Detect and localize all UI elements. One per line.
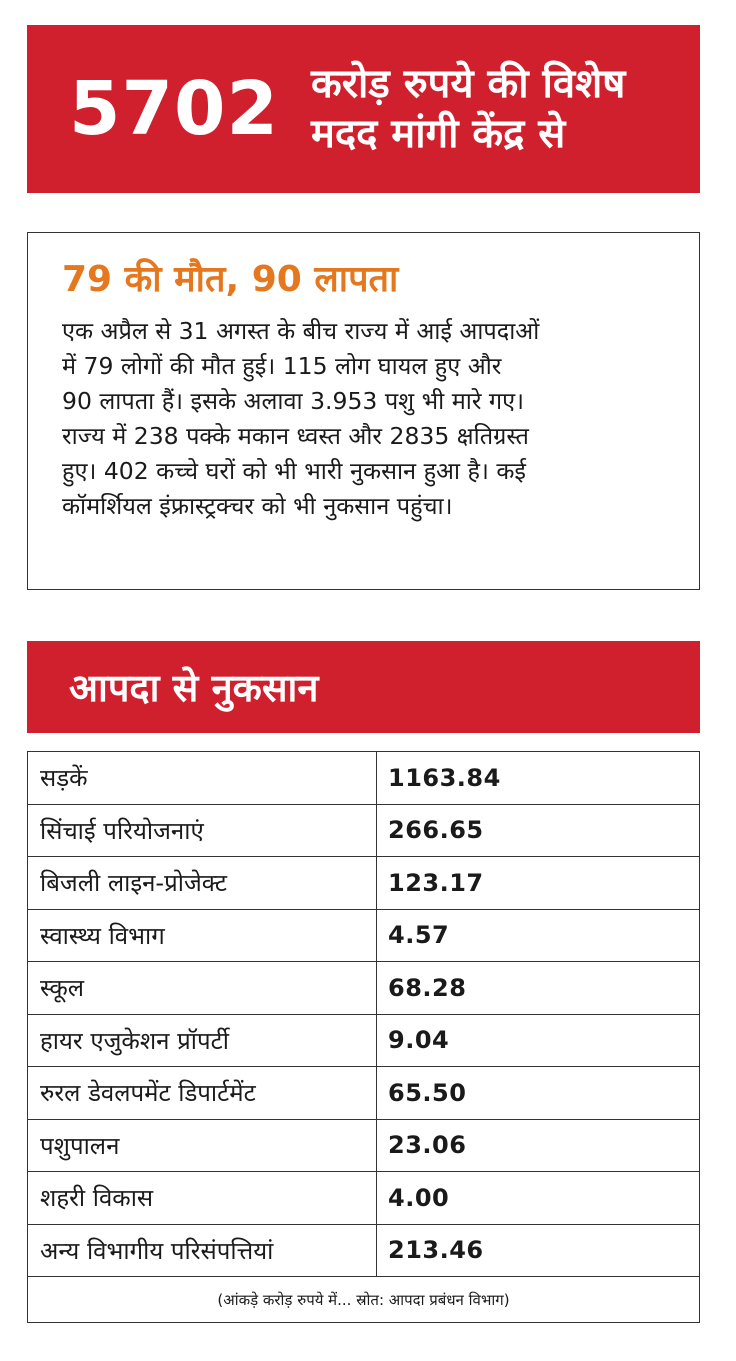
row-value: 213.46 [377,1224,700,1277]
row-value: 266.65 [377,804,700,857]
row-value: 23.06 [377,1119,700,1172]
source-note-row [28,1277,700,1323]
table-row [28,804,700,857]
row-label: बिजली लाइन-प्रोजेक्ट [28,857,377,910]
row-value: 1163.84 [377,752,700,805]
row-value: 4.57 [377,909,700,962]
row-value: 9.04 [377,1014,700,1067]
row-label: सड़कें [28,752,377,805]
source-note: (आंकड़े करोड़ रुपये में... स्रोत: आपदा प्रबंधन विभाग) [28,1277,700,1323]
paragraph-line: 90 लापता हैं। इसके अलावा 3.953 पशु भी मारे गए। [62,387,525,416]
casualties-heading: 79 की मौत, 90 लापता [62,259,399,300]
table-row [28,909,700,962]
casualties-paragraph [62,314,665,524]
table-row [28,857,700,910]
paragraph-line: राज्य में 238 पक्के मकान ध्वस्त और 2835 क्षतिग्रस्त [62,422,529,451]
table-row [28,1014,700,1067]
row-value: 4.00 [377,1172,700,1225]
table-row [28,962,700,1015]
table-row [28,752,700,805]
headline-line-2: मदद मांगी केंद्र से [310,111,566,157]
row-label: सिंचाई परियोजनाएं [28,804,377,857]
paragraph-line: में 79 लोगों की मौत हुई। 115 लोग घायल हुए और [62,352,502,381]
row-value: 65.50 [377,1067,700,1120]
loss-table [27,751,700,1323]
headline-amount: 5702 [69,66,279,152]
table-row [28,1067,700,1120]
paragraph-line: कॉमर्शियल इंफ्रास्ट्रक्चर को भी नुकसान पहुंचा। [62,492,453,521]
headline-line-1: करोड़ रुपये की विशेष [310,61,626,107]
casualties-box [27,232,700,590]
headline-text [311,59,625,159]
table-row [28,1172,700,1225]
row-label: स्वास्थ्य विभाग [28,909,377,962]
row-value: 123.17 [377,857,700,910]
loss-table-title: आपदा से नुकसान [27,641,700,733]
row-value: 68.28 [377,962,700,1015]
headline-banner [27,25,700,193]
row-label: पशुपालन [28,1119,377,1172]
paragraph-line: एक अप्रैल से 31 अगस्त के बीच राज्य में आई आपदाओं [62,317,540,346]
table-row [28,1119,700,1172]
row-label: शहरी विकास [28,1172,377,1225]
row-label: हायर एजुकेशन प्रॉपर्टी [28,1014,377,1067]
row-label: अन्य विभागीय परिसंपत्तियां [28,1224,377,1277]
row-label: रुरल डेवलपमेंट डिपार्टमेंट [28,1067,377,1120]
row-label: स्कूल [28,962,377,1015]
table-row [28,1224,700,1277]
paragraph-line: हुए। 402 कच्चे घरों को भी भारी नुकसान हुआ है। कई [62,457,526,486]
